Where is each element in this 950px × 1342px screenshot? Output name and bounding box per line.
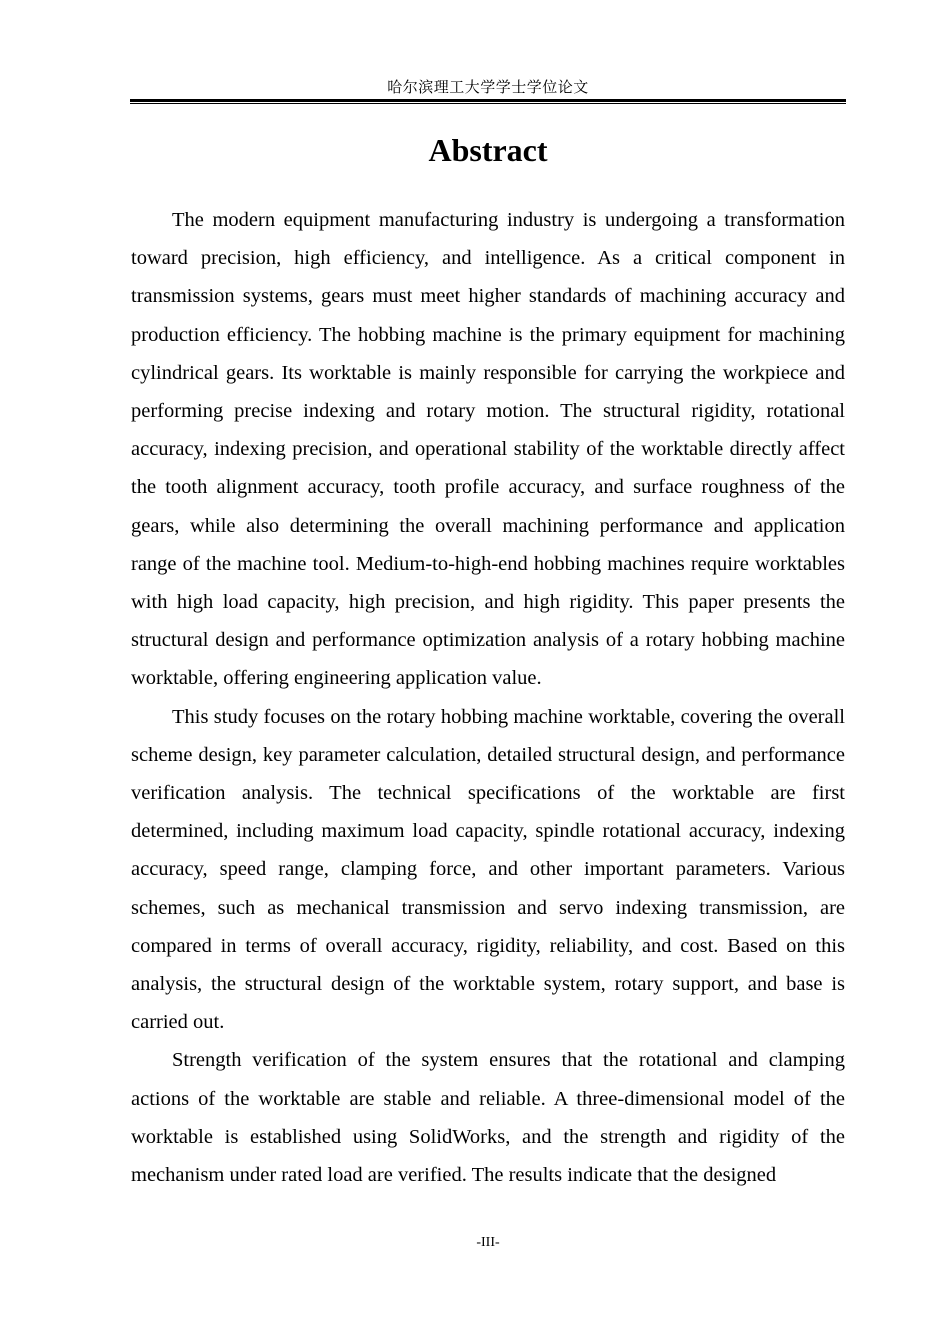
- header-rule-thin: [130, 103, 846, 104]
- abstract-body: [131, 201, 845, 1194]
- abstract-paragraph-3: Strength verification of the system ensures that the rotational and clamping actions of the worktable are stable and reliable. A three-dimensional model of the worktable is established using SolidWorks, and the strength and rigidity of the mechanism under rated load are verified. The results indicate that the designed: [131, 1049, 845, 1187]
- running-header: 哈尔滨理工大学学士学位论文: [387, 80, 589, 96]
- header-rule-thick: [130, 99, 846, 102]
- abstract-title: Abstract: [428, 132, 548, 168]
- abstract-paragraph-2: This study focuses on the rotary hobbing machine worktable, covering the overall scheme design, key parameter calculation, detailed structural design, and performance verification analysis. The technical specifications of the worktable are first determined, including maximum load capacity, spindle rotational accuracy, indexing accuracy, speed range, clamping force, and other important parameters. Various schemes, such as mechanical transmission and servo indexing transmission, are compared in terms of overall accuracy, rigidity, reliability, and cost. Based on this analysis, the structural design of the worktable system, rotary support, and base is carried out.: [131, 705, 845, 1034]
- page-number: -III-: [476, 1235, 500, 1250]
- header-double-rule: [130, 99, 846, 105]
- abstract-paragraph-1: The modern equipment manufacturing industry is undergoing a transformation toward precision, high efficiency, and intelligence. As a critical component in transmission systems, gears must meet higher standards of machining accuracy and production efficiency. The hobbing machine is the primary equipment for machining cylindrical gears. Its worktable is mainly responsible for carrying the workpiece and performing precise indexing and rotary motion. The structural rigidity, rotational accuracy, indexing precision, and operational stability of the worktable directly affect the tooth alignment accuracy, tooth profile accuracy, and surface roughness of the gears, while also determining the overall machining performance and application range of the machine tool. Medium-to-high-end hobbing machines require worktables with high load capacity, high precision, and high rigidity. This paper presents the structural design and performance optimization analysis of a rotary hobbing machine worktable, offering engineering application value.: [131, 209, 845, 690]
